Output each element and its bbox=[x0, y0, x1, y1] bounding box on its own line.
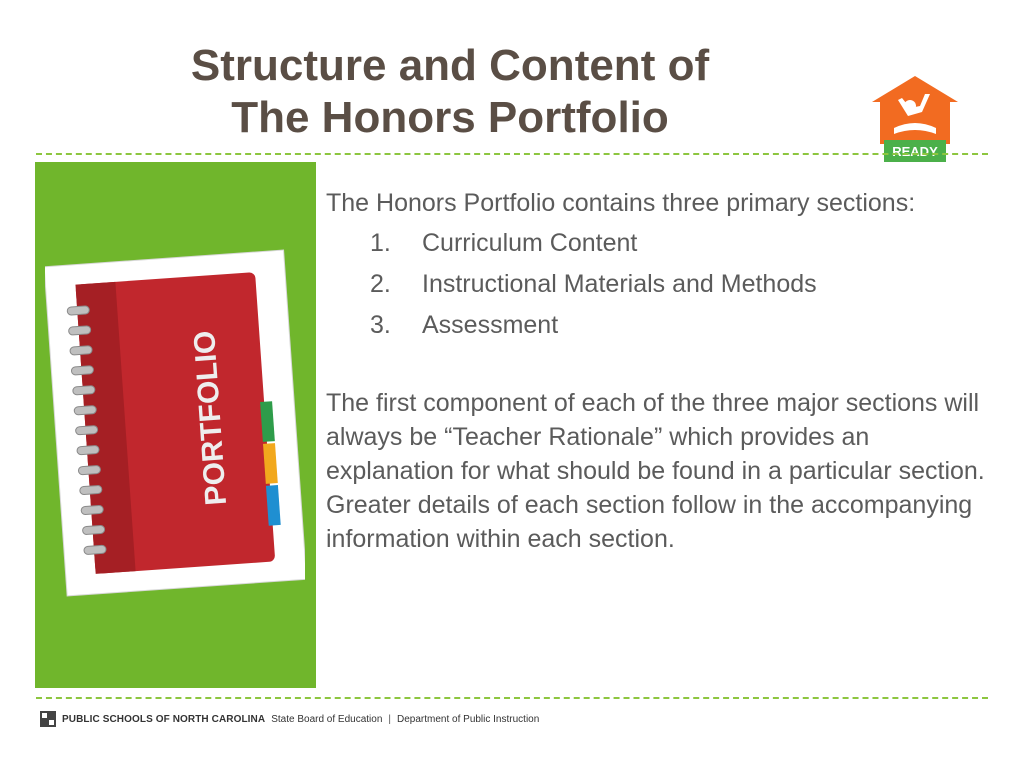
intro-text: The Honors Portfolio contains three primary sections: bbox=[326, 189, 916, 217]
slide-title-line-2: The Honors Portfolio bbox=[231, 93, 669, 142]
ready-logo-text: READY bbox=[892, 144, 938, 159]
slide-title-line-1: Structure and Content of bbox=[190, 41, 710, 90]
footer-org: PUBLIC SCHOOLS OF NORTH CAROLINA bbox=[62, 713, 266, 725]
slide-title bbox=[100, 40, 800, 144]
section-list bbox=[326, 226, 991, 342]
list-item-label: Instructional Materials and Methods bbox=[422, 270, 817, 298]
footer-board: State Board of Education bbox=[271, 713, 383, 725]
list-item-number: 3. bbox=[370, 311, 391, 339]
list-item-number: 1. bbox=[370, 229, 391, 257]
list-item bbox=[370, 267, 991, 301]
rationale-paragraph: The first component of each of the three major sections will always be “Teacher Rationale” which provides an explanation for what should be found in a particular section. Greater details of each section follow in the accompanying information within each section. bbox=[326, 389, 985, 553]
ready-house-icon bbox=[870, 72, 960, 164]
top-divider bbox=[36, 153, 988, 155]
portfolio-binder-icon bbox=[45, 238, 305, 598]
footer-separator: | bbox=[388, 713, 391, 725]
portfolio-spine-text: PORTFOLIO bbox=[188, 329, 234, 507]
slide-body bbox=[326, 186, 991, 556]
list-item bbox=[370, 308, 991, 342]
footer-dept: Department of Public Instruction bbox=[397, 713, 540, 725]
list-item-label: Curriculum Content bbox=[422, 229, 638, 257]
footer bbox=[40, 709, 539, 729]
state-seal-icon bbox=[40, 711, 56, 727]
bottom-divider bbox=[36, 697, 988, 699]
list-item-label: Assessment bbox=[422, 311, 559, 339]
list-item bbox=[370, 226, 991, 260]
list-item-number: 2. bbox=[370, 270, 391, 298]
